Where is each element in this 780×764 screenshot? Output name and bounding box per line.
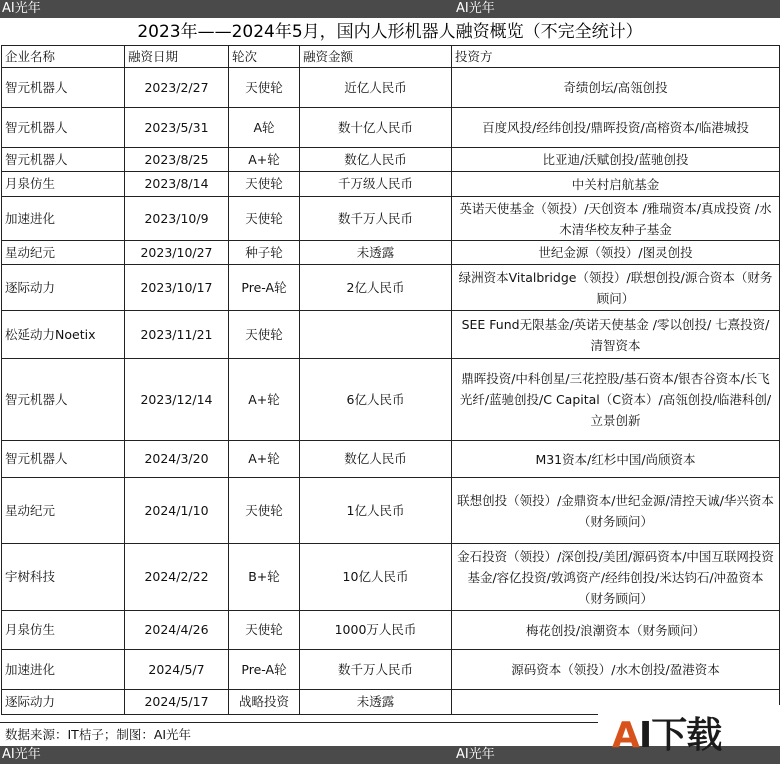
cell-amount: 近亿人民币 [300, 68, 452, 108]
cell-investors: 源码资本（领投）/水木创投/盈港资本 [452, 650, 780, 690]
cell-date: 2024/3/20 [125, 441, 229, 478]
logo-letter-i: I [638, 715, 652, 756]
cell-investors: 梅花创投/浪潮资本（财务顾问） [452, 611, 780, 650]
cell-investors: 英诺天使基金（领投）/天创资本 /雅瑞资本/真成投资 /水木清华校友种子基金 [452, 197, 780, 241]
cell-amount: 数亿人民币 [300, 441, 452, 478]
cell-round: 天使轮 [229, 197, 300, 241]
cell-company: 逐际动力 [2, 265, 125, 311]
cell-amount: 2亿人民币 [300, 265, 452, 311]
cell-round: 天使轮 [229, 478, 300, 544]
cell-round: 天使轮 [229, 311, 300, 359]
cell-amount: 6亿人民币 [300, 359, 452, 441]
cell-company: 加速进化 [2, 650, 125, 690]
logo-letter-a: A [612, 715, 639, 756]
cell-amount: 数千万人民币 [300, 650, 452, 690]
header-amount: 融资金额 [300, 46, 452, 68]
cell-amount: 数十亿人民币 [300, 108, 452, 148]
cell-investors: 绿洲资本Vitalbridge（领投）/联想创投/源合资本（财务顾问） [452, 265, 780, 311]
cell-amount [300, 311, 452, 359]
cell-round: A+轮 [229, 441, 300, 478]
watermark-text: AI光年 [2, 1, 41, 16]
cell-investors: 中关村启航基金 [452, 172, 780, 197]
cell-round: 战略投资 [229, 690, 300, 715]
cell-date: 2023/10/17 [125, 265, 229, 311]
watermark-text: AI光年 [456, 1, 495, 16]
cell-date: 2024/1/10 [125, 478, 229, 544]
table-row [2, 265, 780, 311]
watermark-text: AI光年 [456, 747, 495, 762]
cell-date: 2024/5/17 [125, 690, 229, 715]
cell-date: 2023/8/14 [125, 172, 229, 197]
cell-amount: 未透露 [300, 241, 452, 265]
data-source-note: 数据来源：IT桔子；制图：AI光年 [5, 727, 192, 742]
cell-amount: 未透露 [300, 690, 452, 715]
table-header-row [2, 46, 780, 68]
ai-download-logo [612, 713, 752, 759]
cell-company: 星动纪元 [2, 241, 125, 265]
cell-date: 2023/10/9 [125, 197, 229, 241]
cell-investors: 鼎晖投资/中科创星/三花控股/基石资本/银杏谷资本/长飞光纤/蓝驰创投/C Capital（C资本）/高瓴创投/临港科创/立景创新 [452, 359, 780, 441]
cell-date: 2023/10/27 [125, 241, 229, 265]
table-row [2, 311, 780, 359]
table-row [2, 611, 780, 650]
cell-company: 月泉仿生 [2, 172, 125, 197]
cell-date: 2023/2/27 [125, 68, 229, 108]
logo-text: 下载 [651, 715, 722, 756]
table-row [2, 108, 780, 148]
footer-divider [0, 722, 598, 723]
cell-round: 天使轮 [229, 68, 300, 108]
cell-amount: 10亿人民币 [300, 544, 452, 611]
cell-amount: 数亿人民币 [300, 148, 452, 172]
watermark-text: AI光年 [2, 747, 41, 762]
cell-company: 智元机器人 [2, 359, 125, 441]
header-round: 轮次 [229, 46, 300, 68]
cell-investors: SEE Fund无限基金/英诺天使基金 /零以创投/ 七熹投资/ 清智资本 [452, 311, 780, 359]
table-row [2, 478, 780, 544]
cell-date: 2024/4/26 [125, 611, 229, 650]
cell-company: 智元机器人 [2, 441, 125, 478]
cell-round: Pre-A轮 [229, 265, 300, 311]
header-company: 企业名称 [2, 46, 125, 68]
cell-company: 宇树科技 [2, 544, 125, 611]
cell-investors: M31资本/红杉中国/尚颀资本 [452, 441, 780, 478]
cell-investors: 金石投资（领投）/深创投/美团/源码资本/中国互联网投资基金/容亿投资/敦鸿资产/经纬创投/米达钧石/冲盈资本（财务顾问） [452, 544, 780, 611]
cell-company: 逐际动力 [2, 690, 125, 715]
table-row [2, 68, 780, 108]
cell-round: 种子轮 [229, 241, 300, 265]
cell-date: 2023/8/25 [125, 148, 229, 172]
cell-amount: 1亿人民币 [300, 478, 452, 544]
table-row [2, 241, 780, 265]
financing-table [1, 45, 780, 715]
cell-company: 月泉仿生 [2, 611, 125, 650]
cell-round: 天使轮 [229, 611, 300, 650]
cell-amount: 千万级人民币 [300, 172, 452, 197]
cell-round: Pre-A轮 [229, 650, 300, 690]
cell-investors: 奇绩创坛/高瓴创投 [452, 68, 780, 108]
cell-round: A+轮 [229, 359, 300, 441]
cell-date: 2023/11/21 [125, 311, 229, 359]
cell-company: 智元机器人 [2, 68, 125, 108]
table-row [2, 172, 780, 197]
table-row [2, 441, 780, 478]
cell-date: 2024/2/22 [125, 544, 229, 611]
cell-company: 智元机器人 [2, 108, 125, 148]
cell-company: 松延动力Noetix [2, 311, 125, 359]
cell-amount: 1000万人民币 [300, 611, 452, 650]
cell-round: 天使轮 [229, 172, 300, 197]
cell-round: B+轮 [229, 544, 300, 611]
cell-investors: 百度风投/经纬创投/鼎晖投资/高榕资本/临港城投 [452, 108, 780, 148]
header-date: 融资日期 [125, 46, 229, 68]
cell-investors: 世纪金源（领投）/图灵创投 [452, 241, 780, 265]
cell-round: A+轮 [229, 148, 300, 172]
cell-company: 加速进化 [2, 197, 125, 241]
table-row [2, 359, 780, 441]
cell-date: 2023/5/31 [125, 108, 229, 148]
cell-company: 星动纪元 [2, 478, 125, 544]
cell-round: A轮 [229, 108, 300, 148]
table-row [2, 544, 780, 611]
cell-company: 智元机器人 [2, 148, 125, 172]
page-title: 2023年——2024年5月，国内人形机器人融资概览（不完全统计） [137, 22, 643, 42]
cell-date: 2024/5/7 [125, 650, 229, 690]
table-row [2, 148, 780, 172]
table-row [2, 650, 780, 690]
cell-date: 2023/12/14 [125, 359, 229, 441]
watermark-bar-top [0, 0, 780, 18]
header-investors: 投资方 [452, 46, 780, 68]
cell-investors: 比亚迪/沃赋创投/蓝驰创投 [452, 148, 780, 172]
cell-amount: 数千万人民币 [300, 197, 452, 241]
cell-investors: 联想创投（领投）/金鼎资本/世纪金源/清控天诚/华兴资本（财务顾问） [452, 478, 780, 544]
table-row [2, 197, 780, 241]
